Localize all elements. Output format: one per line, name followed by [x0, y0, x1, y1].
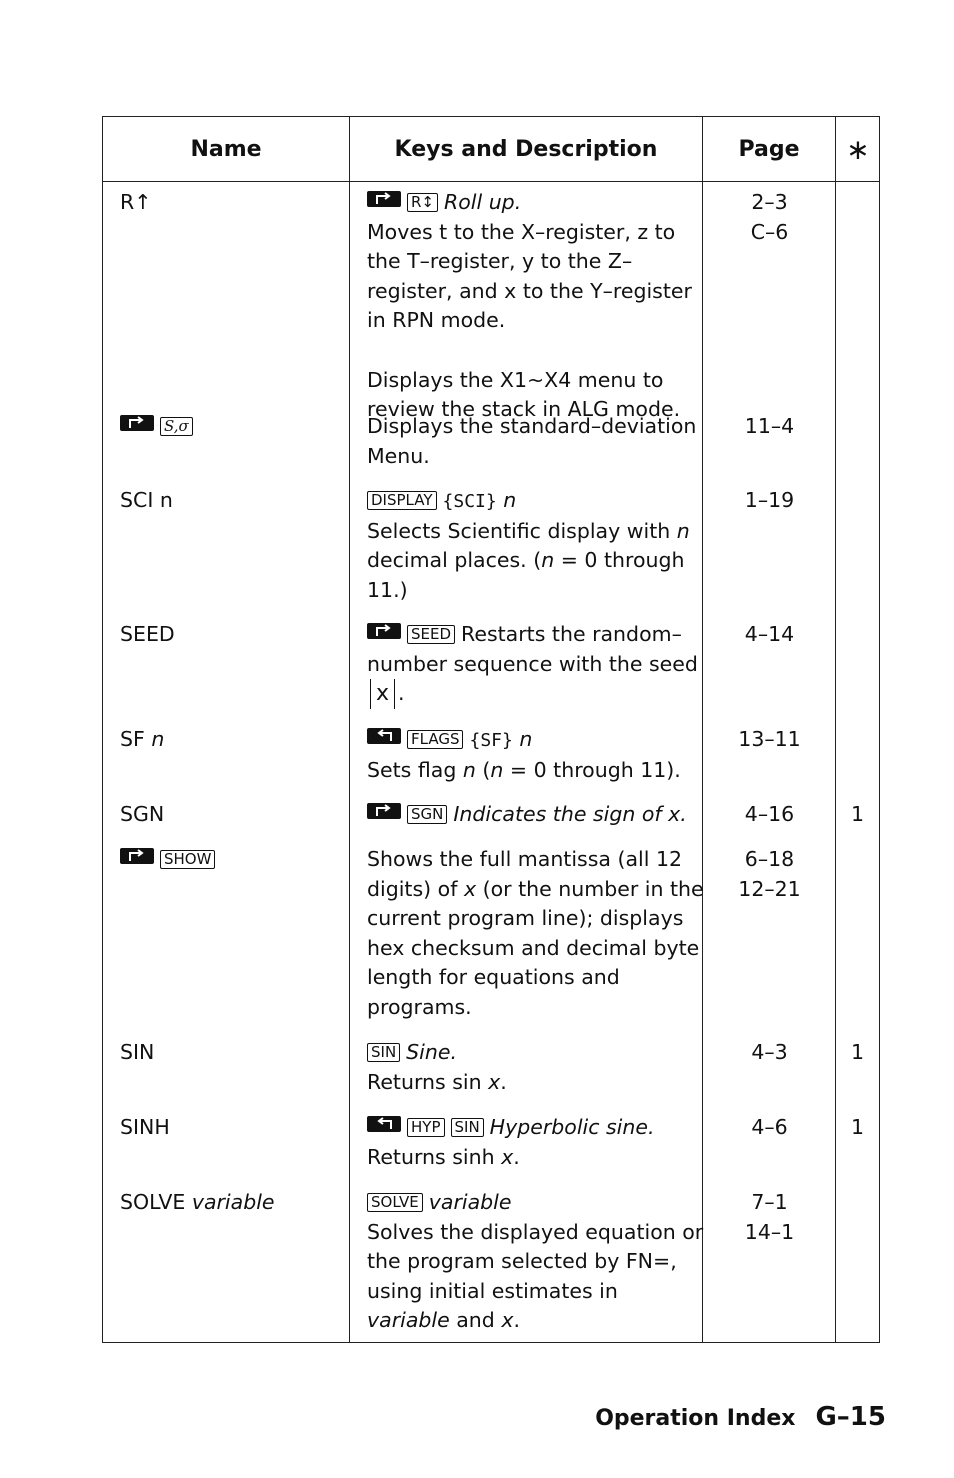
row-page: [703, 1188, 836, 1247]
row-star: 1: [850, 1040, 865, 1064]
show-key: SHOW: [160, 850, 215, 869]
desc-text: and: [449, 1308, 502, 1333]
name-var: n: [151, 727, 165, 751]
desc-var: x: [463, 876, 477, 901]
roll-up-label: Roll up.: [444, 190, 522, 214]
row-description: [367, 188, 707, 425]
row-description: [367, 1188, 707, 1336]
header-name: Name: [190, 136, 262, 162]
right-shift-key-icon: [367, 191, 401, 207]
seed-key: SEED: [407, 625, 455, 644]
desc-text: Sine.: [406, 1040, 458, 1064]
row-description: [367, 725, 707, 785]
desc-var: n: [462, 757, 476, 782]
desc-text: decimal places. (: [367, 548, 542, 573]
roll-up-key: R↕: [407, 193, 438, 212]
menu-label: {SF}: [469, 730, 513, 751]
column-divider: [349, 117, 350, 1342]
row-page: 4–14: [744, 622, 795, 646]
desc-var: x: [501, 1144, 514, 1169]
row-star: 1: [850, 802, 865, 826]
header-keys-description: Keys and Description: [394, 136, 658, 162]
footer-title: Operation Index: [595, 1406, 796, 1431]
sigma-key: S,σ: [160, 417, 193, 436]
page-number: G–15: [815, 1402, 886, 1432]
desc-text: .: [513, 1144, 520, 1169]
row-page: [703, 845, 836, 904]
desc-text: Sets flag: [367, 757, 463, 782]
left-shift-key-icon: [367, 728, 401, 744]
left-shift-key-icon: [367, 1116, 401, 1132]
flags-key: FLAGS: [407, 730, 463, 749]
hyp-key: HYP: [407, 1118, 445, 1137]
row-page: 13–11: [738, 727, 801, 751]
row-description: [367, 1038, 707, 1097]
row-description: [367, 620, 707, 709]
variable: n: [503, 488, 517, 512]
desc-text: (or the number in the current program line); displays hex checksum and decimal byte length for equations and programs.: [367, 876, 704, 1019]
desc-text: .: [513, 1308, 520, 1333]
desc-text: Hyperbolic sine.: [489, 1115, 655, 1139]
row-name: R↑: [120, 190, 152, 214]
row-description: Displays the standard–deviation Menu.: [367, 414, 697, 468]
desc-var: n: [541, 548, 555, 573]
right-shift-key-icon: [120, 848, 154, 864]
roll-up-alg-text: Displays the X1~X4 menu to review the stack in ALG mode.: [367, 367, 681, 422]
desc-text: .: [500, 1069, 507, 1094]
row-description: [367, 800, 707, 830]
row-name: SGN: [120, 802, 165, 826]
page-footer: [595, 1402, 886, 1432]
desc-text: Indicates the sign of x.: [453, 802, 687, 826]
desc-text: Restarts the random–number sequence with the seed: [367, 622, 698, 676]
row-name: [120, 725, 164, 755]
row-name: [120, 1188, 275, 1218]
name-var: variable: [191, 1190, 275, 1214]
header-page: Page: [738, 136, 800, 162]
row-page: 11–4: [744, 414, 795, 438]
menu-label: {SCI}: [442, 491, 497, 512]
variable: n: [519, 727, 533, 751]
x-register-display: x: [370, 679, 395, 709]
row-name: SINH: [120, 1115, 170, 1139]
page-ref: 6–18: [744, 847, 795, 871]
right-shift-key-icon: [367, 623, 401, 639]
name-text: SF: [120, 727, 152, 751]
sin-key: SIN: [367, 1043, 400, 1062]
row-star: 1: [850, 1115, 865, 1139]
row-page: [703, 188, 836, 247]
page-ref: 12–21: [738, 876, 801, 901]
row-description: [367, 486, 707, 605]
row-name: SCI n: [120, 488, 173, 512]
row-description: [367, 845, 707, 1023]
desc-var: n: [676, 518, 690, 543]
desc-var: x: [501, 1308, 514, 1333]
page-ref: C–6: [750, 219, 789, 244]
header-divider: [103, 181, 879, 182]
row-name: SIN: [120, 1040, 155, 1064]
page-ref: 14–1: [744, 1219, 795, 1244]
solve-key: SOLVE: [367, 1193, 423, 1212]
desc-text: (: [475, 757, 491, 782]
row-name: [120, 412, 199, 442]
desc-text: Solves the displayed equation or the program selected by FN=, using initial estimates in: [367, 1219, 704, 1303]
header-star: ∗: [846, 132, 870, 166]
desc-text: Returns sin: [367, 1069, 489, 1094]
desc-text: .: [398, 681, 405, 706]
row-description: [367, 1113, 707, 1172]
desc-text: = 0 through 11.): [367, 548, 685, 602]
row-page: 4–16: [744, 802, 795, 826]
name-text: SOLVE: [120, 1190, 192, 1214]
operation-index-table: [102, 116, 880, 1343]
desc-var: n: [490, 757, 504, 782]
sin-key: SIN: [451, 1118, 484, 1137]
variable: variable: [428, 1190, 512, 1214]
desc-text: Shows the full mantissa (all 12 digits) of: [367, 847, 683, 901]
row-page: 4–6: [751, 1115, 788, 1139]
roll-up-rpn-text: Moves t to the X–register, z to the T–register, y to the Z–register, and x to the Y–register in RPN mode.: [367, 219, 692, 333]
desc-text: Returns sinh: [367, 1144, 502, 1169]
row-name: SEED: [120, 622, 175, 646]
desc-var: variable: [367, 1308, 450, 1333]
row-page: 4–3: [751, 1040, 788, 1064]
row-name: [120, 845, 221, 875]
right-shift-key-icon: [120, 415, 154, 431]
page-ref: 7–1: [751, 1190, 788, 1214]
sgn-key: SGN: [407, 805, 447, 824]
desc-var: x: [488, 1069, 501, 1094]
display-key: DISPLAY: [367, 491, 437, 510]
right-shift-key-icon: [367, 803, 401, 819]
desc-text: = 0 through 11).: [503, 757, 681, 782]
row-page: 1–19: [744, 488, 795, 512]
page-ref: 2–3: [751, 190, 788, 214]
desc-text: Selects Scientific display with: [367, 518, 677, 543]
